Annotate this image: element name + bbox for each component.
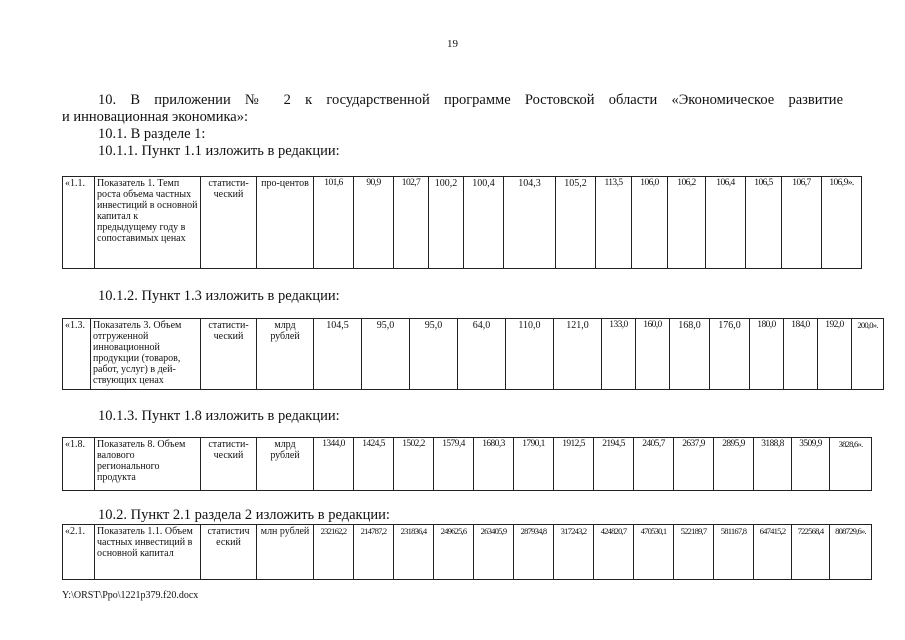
value-cell: 317243,2 [554,525,594,580]
paragraph-10-line1: 10. В приложении № 2 к государственной программе Ростовской области «Экономическое развитие [98,92,843,108]
indicator-type: статисти-ческий [201,438,257,491]
value-cell: 110,0 [506,319,554,390]
value-cell: 113,5 [596,177,632,269]
value-cell: 287934,8 [514,525,554,580]
indicator-name: Показатель 1.1. Объем частных инвестиций в основной капитал [95,525,201,580]
value-cell: 106,7 [782,177,822,269]
indicator-type: статисти-ческий [201,319,257,390]
value-cell: 3509,9 [792,438,830,491]
value-cell: 2405,7 [634,438,674,491]
row-code: «1.8. [63,438,95,491]
paragraph-10-1: 10.1. В разделе 1: [98,126,206,142]
value-cell: 263405,9 [474,525,514,580]
paragraph-10-1-3: 10.1.3. Пункт 1.8 изложить в редакции: [98,408,340,424]
value-cell: 3188,8 [754,438,792,491]
indicator-name: Показатель 1. Темп роста объема частных инвестиций в основной капитал к предыдущему году в сопоставимых ценах [95,177,201,269]
paragraph-10-2: 10.2. Пункт 2.1 раздела 2 изложить в редакции: [98,507,390,523]
value-cell: 168,0 [670,319,710,390]
value-cell: 214787,2 [354,525,394,580]
value-cell: 101,6 [314,177,354,269]
paragraph-10-line2: и инновационная экономика»: [62,109,249,125]
value-cell: 249625,6 [434,525,474,580]
value-cell: 106,2 [668,177,706,269]
table-item-1-1 [62,176,862,269]
value-cell: 184,0 [784,319,818,390]
value-cell: 200,0». [852,319,884,390]
paragraph-10-1-2: 10.1.2. Пункт 1.3 изложить в редакции: [98,288,340,304]
value-cell: 106,4 [706,177,746,269]
value-cell: 104,5 [314,319,362,390]
value-cell: 722568,4 [792,525,830,580]
value-cell: 522189,7 [674,525,714,580]
value-cell: 1344,0 [314,438,354,491]
value-cell: 64,0 [458,319,506,390]
value-cell: 3828,6». [830,438,872,491]
value-cell: 192,0 [818,319,852,390]
indicator-type: статистич еский [201,525,257,580]
value-cell: 100,2 [429,177,464,269]
value-cell: 424820,7 [594,525,634,580]
value-cell: 106,0 [632,177,668,269]
value-cell: 180,0 [750,319,784,390]
value-cell: 106,9». [822,177,862,269]
value-cell: 95,0 [362,319,410,390]
value-cell: 176,0 [710,319,750,390]
value-cell: 647415,2 [754,525,792,580]
unit: про-центов [257,177,314,269]
value-cell: 160,0 [636,319,670,390]
value-cell: 808729,6». [830,525,872,580]
unit: млрд рублей [257,438,314,491]
value-cell: 470530,1 [634,525,674,580]
footer-file-path: Y:\ORST\Ppo\1221p379.f20.docx [62,590,199,601]
row-code: «1.3. [63,319,91,390]
unit: млн рублей [257,525,314,580]
value-cell: 2637,9 [674,438,714,491]
value-cell: 1680,3 [474,438,514,491]
indicator-name: Показатель 3. Объем отгруженной инновационной продукции (товаров, работ, услуг) в дей-ствующих ценах [91,319,201,390]
value-cell: 232162,2 [314,525,354,580]
unit: млрд рублей [257,319,314,390]
value-cell: 1502,2 [394,438,434,491]
value-cell: 100,4 [464,177,504,269]
value-cell: 2194,5 [594,438,634,491]
value-cell: 90,9 [354,177,394,269]
table-item-1-3 [62,318,884,390]
value-cell: 95,0 [410,319,458,390]
value-cell: 1424,5 [354,438,394,491]
row-code: «1.1. [63,177,95,269]
value-cell: 121,0 [554,319,602,390]
value-cell: 2895,9 [714,438,754,491]
value-cell: 1912,5 [554,438,594,491]
paragraph-10-1-1: 10.1.1. Пункт 1.1 изложить в редакции: [98,143,340,159]
table-item-2-1 [62,524,872,580]
table-item-1-8 [62,437,872,491]
row-code: «2.1. [63,525,95,580]
value-cell: 105,2 [556,177,596,269]
indicator-type: статисти-ческий [201,177,257,269]
value-cell: 581167,8 [714,525,754,580]
page-number: 19 [447,38,458,50]
value-cell: 1790,1 [514,438,554,491]
value-cell: 102,7 [394,177,429,269]
value-cell: 106,5 [746,177,782,269]
value-cell: 133,0 [602,319,636,390]
indicator-name: Показатель 8. Объем валового регионального продукта [95,438,201,491]
value-cell: 231836,4 [394,525,434,580]
value-cell: 1579,4 [434,438,474,491]
value-cell: 104,3 [504,177,556,269]
